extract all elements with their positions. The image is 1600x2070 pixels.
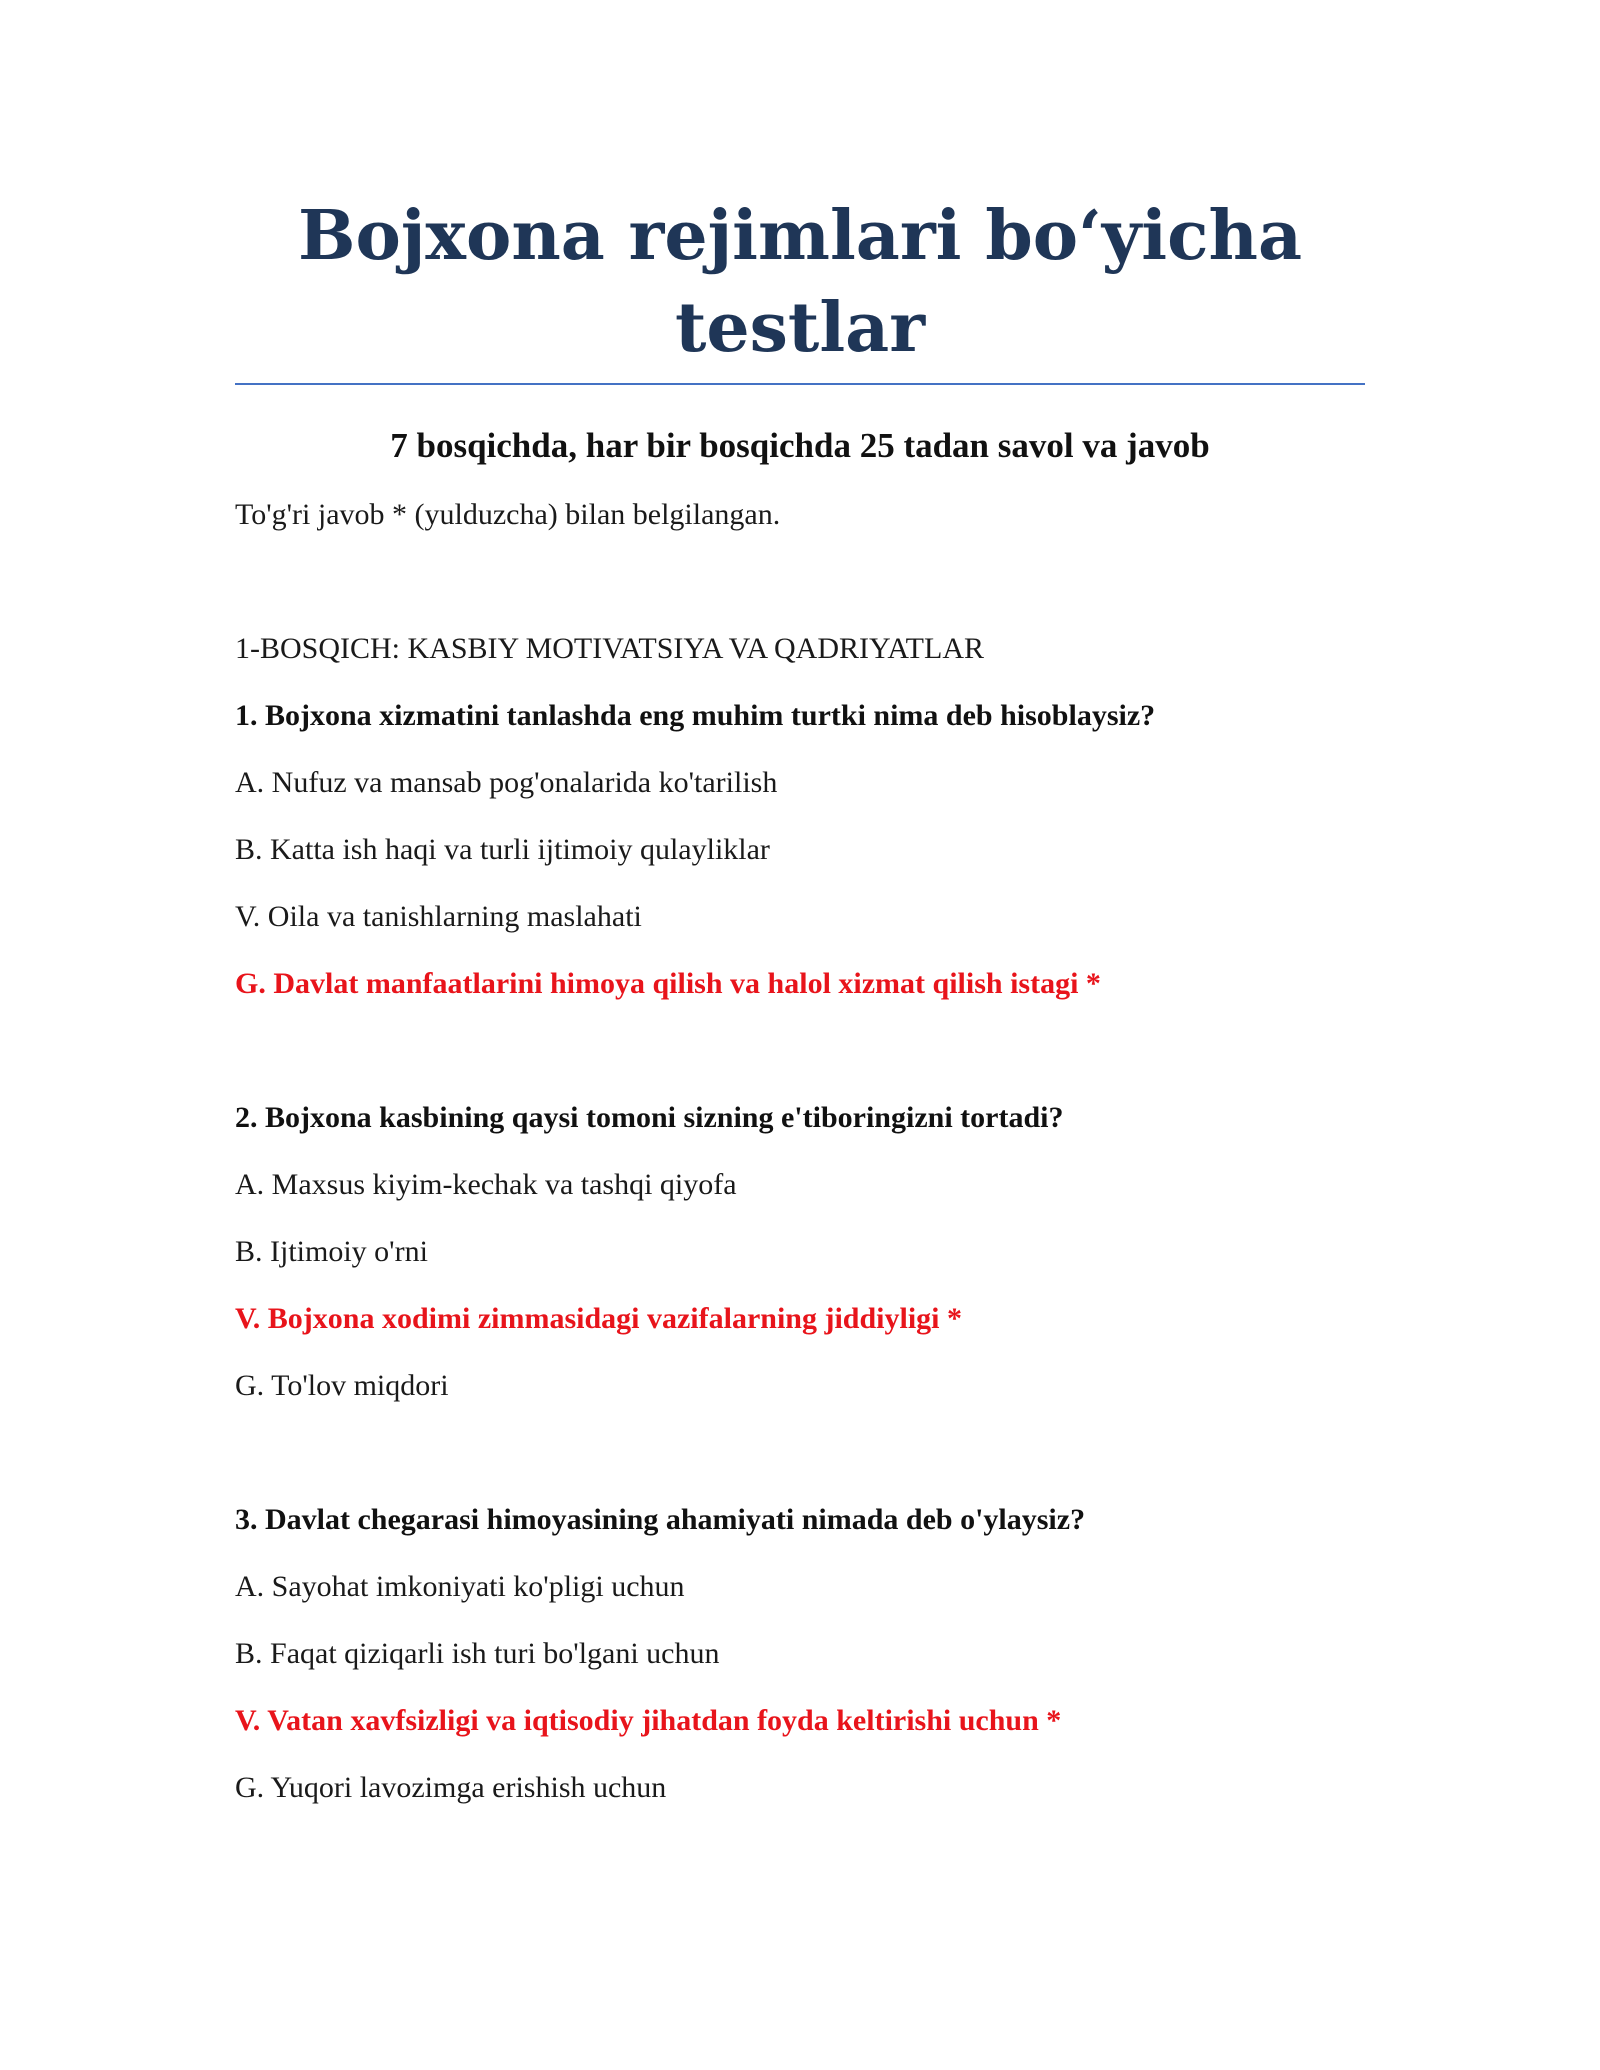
- answer-option: B. Ijtimoiy o'rni: [235, 1235, 428, 1268]
- question-text: 2. Bojxona kasbining qaysi tomoni sizning e'tiboringizni tortadi?: [235, 1101, 1064, 1134]
- section-heading: 1-BOSQICH: KASBIY MOTIVATSIYA VA QADRIYATLAR: [235, 632, 984, 665]
- correct-answer-option: V. Vatan xavfsizligi va iqtisodiy jihatdan foyda keltirishi uchun *: [235, 1704, 1062, 1737]
- question-text: 1. Bojxona xizmatini tanlashda eng muhim turtki nima deb hisoblaysiz?: [235, 699, 1156, 732]
- document-title: Bojxona rejimlari bo‘yicha testlar: [297, 196, 1303, 368]
- answer-option: B. Katta ish haqi va turli ijtimoiy qulayliklar: [235, 833, 770, 866]
- answer-option: V. Oila va tanishlarning maslahati: [235, 900, 642, 933]
- answer-option: A. Nufuz va mansab pog'onalarida ko'tarilish: [235, 766, 778, 799]
- instruction-note: To'g'ri javob * (yulduzcha) bilan belgilangan.: [235, 498, 781, 531]
- document-subtitle: 7 bosqichda, har bir bosqichda 25 tadan savol va javob: [390, 426, 1210, 465]
- answer-option: G. Yuqori lavozimga erishish uchun: [235, 1771, 667, 1804]
- title-divider: [235, 383, 1365, 385]
- correct-answer-option: V. Bojxona xodimi zimmasidagi vazifalarning jiddiyligi *: [235, 1302, 963, 1335]
- answer-option: G. To'lov miqdori: [235, 1369, 449, 1402]
- correct-answer-option: G. Davlat manfaatlarini himoya qilish va halol xizmat qilish istagi *: [235, 967, 1101, 1000]
- question-text: 3. Davlat chegarasi himoyasining ahamiyati nimada deb o'ylaysiz?: [235, 1503, 1086, 1536]
- answer-option: B. Faqat qiziqarli ish turi bo'lgani uchun: [235, 1637, 720, 1670]
- answer-option: A. Sayohat imkoniyati ko'pligi uchun: [235, 1570, 685, 1603]
- answer-option: A. Maxsus kiyim-kechak va tashqi qiyofa: [235, 1168, 737, 1201]
